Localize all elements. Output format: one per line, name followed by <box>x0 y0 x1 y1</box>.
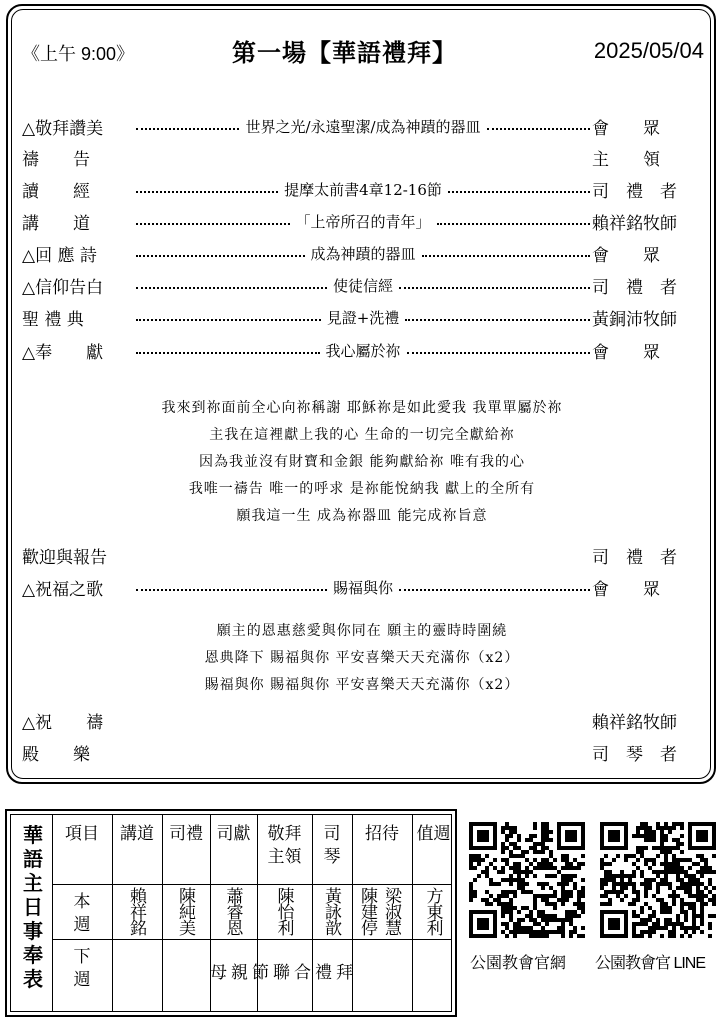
program-leader-name: 賴祥銘牧師 <box>592 712 677 733</box>
program-leader <box>134 554 592 556</box>
roster-name: 蕭睿恩 <box>223 887 243 935</box>
this-week-label: 本週 <box>73 892 91 934</box>
program-leader <box>134 577 592 598</box>
program-leader <box>134 719 592 721</box>
program-row <box>22 738 704 766</box>
program-item-text: 我心屬於祢 <box>325 341 401 360</box>
roster-header: 敬拜主領 <box>267 824 302 866</box>
program-label: 禱 告 <box>22 149 90 170</box>
roster-header: 司禮 <box>169 824 203 843</box>
dotted-leader <box>405 319 590 321</box>
roster-header: 司琴 <box>323 824 341 866</box>
dotted-leader <box>407 352 591 354</box>
program-row <box>22 706 704 734</box>
roster-name: 陳純美 <box>176 887 195 935</box>
program-leader-name: 司 琴 者 <box>592 744 677 765</box>
program-row <box>22 541 704 569</box>
program-leader-name: 會 眾 <box>592 118 660 139</box>
program-leader-name: 司 禮 者 <box>592 181 677 202</box>
dotted-leader <box>437 223 591 225</box>
qr-code-icon[interactable] <box>600 822 716 938</box>
program-leader <box>134 340 592 361</box>
dotted-leader <box>448 191 590 193</box>
roster-header: 項目 <box>65 824 99 843</box>
program-leader <box>134 275 592 296</box>
program-item-text: 成為神蹟的器皿 <box>310 244 416 263</box>
roster-header: 講道 <box>120 824 154 843</box>
dotted-leader <box>422 255 591 257</box>
program-label: △信仰告白 <box>22 277 104 298</box>
program-label: △祝福之歌 <box>22 579 104 600</box>
program-label: △奉 獻 <box>22 342 104 363</box>
program-label: 聖 禮 典 <box>22 309 84 330</box>
roster-name: 梁淑慧 <box>382 887 401 935</box>
program-row <box>22 336 704 364</box>
service-date: 2025/05/04 <box>593 38 704 63</box>
page-title: 第一場【華語禮拜】 <box>232 40 457 67</box>
program-row <box>22 573 704 601</box>
program-item-text: 「上帝所召的青年」 <box>295 212 431 231</box>
lyric-line: 因為我並沒有財寶和金銀 能夠獻給祢 唯有我的心 <box>199 454 525 470</box>
program-leader-name: 會 眾 <box>592 579 660 600</box>
roster-header: 招待 <box>365 824 399 843</box>
service-roster-table <box>5 809 457 1017</box>
roster-name: 賴祥銘 <box>127 887 146 935</box>
lyric-line: 願主的恩惠慈愛與你同在 願主的靈時時圍繞 <box>216 623 508 639</box>
dotted-leader <box>136 352 320 354</box>
program-row <box>22 303 704 331</box>
program-item-text: 見證+洗禮 <box>326 308 400 327</box>
program-item-text: 提摩太前書4章12-16節 <box>284 180 442 199</box>
program-leader <box>134 243 592 264</box>
program-row <box>22 207 704 235</box>
roster-name: 黃詠歆 <box>322 887 341 935</box>
qr-caption-website: 公園教會官網 <box>470 955 567 972</box>
program-item-text: 世界之光/永遠聖潔/成為神蹟的器皿 <box>245 117 481 136</box>
dotted-leader <box>136 319 321 321</box>
roster-header: 值週 <box>416 824 451 843</box>
program-label: 歡迎與報告 <box>22 547 107 568</box>
program-leader <box>134 179 592 200</box>
program-label: △敬拜讚美 <box>22 118 104 139</box>
program-leader <box>134 307 592 328</box>
program-row <box>22 112 704 140</box>
program-leader <box>134 211 592 232</box>
qr-caption-line: 公園教會官 LINE <box>595 955 706 972</box>
dotted-leader <box>136 191 278 193</box>
dotted-leader <box>399 589 590 591</box>
program-label: 讀 經 <box>22 181 90 202</box>
program-leader-name: 主 領 <box>592 149 660 170</box>
roster-title: 華語主日事奉表 <box>23 823 43 991</box>
dotted-leader <box>136 287 327 289</box>
service-time: 《上午 9:00》 <box>22 44 135 64</box>
program-leader <box>134 156 592 158</box>
program-row <box>22 271 704 299</box>
lyric-line: 我唯一禱告 唯一的呼求 是祢能悅納我 獻上的全所有 <box>188 481 536 497</box>
program-row <box>22 175 704 203</box>
lyric-line: 願我這一生 成為祢器皿 能完成祢旨意 <box>236 508 488 524</box>
dotted-leader <box>136 255 305 257</box>
next-week-label: 下週 <box>73 947 91 989</box>
program-leader <box>134 751 592 753</box>
table-divider <box>52 939 112 940</box>
program-item-text: 使徒信經 <box>333 276 394 295</box>
table-divider <box>52 884 452 885</box>
next-week-note: 母親節聯合禮拜 <box>210 963 357 982</box>
program-row <box>22 239 704 267</box>
program-leader-name: 黃銅沛牧師 <box>592 309 677 330</box>
dotted-leader <box>136 589 327 591</box>
roster-name: 陳建停 <box>358 887 377 935</box>
qr-code-icon[interactable] <box>469 822 585 938</box>
program-label: 殿 樂 <box>22 744 90 765</box>
program-item-text: 賜福與你 <box>333 578 394 597</box>
program-label: △祝 禱 <box>22 712 104 733</box>
roster-name: 陳怡利 <box>274 887 294 935</box>
program-label: 講 道 <box>22 213 90 234</box>
roster-name: 方東利 <box>423 887 443 935</box>
dotted-leader <box>136 223 290 225</box>
program-row <box>22 143 704 171</box>
program-leader <box>134 116 592 137</box>
lyric-line: 賜福與你 賜福與你 平安喜樂天天充滿你（x2） <box>204 677 520 693</box>
program-leader-name: 會 眾 <box>592 342 660 363</box>
lyric-line: 恩典降下 賜福與你 平安喜樂天天充滿你（x2） <box>204 650 520 666</box>
program-leader-name: 賴祥銘牧師 <box>592 213 677 234</box>
roster-header: 司獻 <box>216 824 251 843</box>
program-label: △回 應 詩 <box>22 245 97 266</box>
dotted-leader <box>136 128 239 130</box>
table-divider <box>112 939 452 940</box>
dotted-leader <box>487 128 590 130</box>
lyric-line: 我來到祢面前全心向祢稱謝 耶穌祢是如此愛我 我單單屬於祢 <box>161 400 563 416</box>
program-leader-name: 司 禮 者 <box>592 547 677 568</box>
lyric-line: 主我在這裡獻上我的心 生命的一切完全獻給祢 <box>209 427 515 443</box>
dotted-leader <box>399 287 590 289</box>
program-leader-name: 會 眾 <box>592 245 660 266</box>
program-leader-name: 司 禮 者 <box>592 277 677 298</box>
